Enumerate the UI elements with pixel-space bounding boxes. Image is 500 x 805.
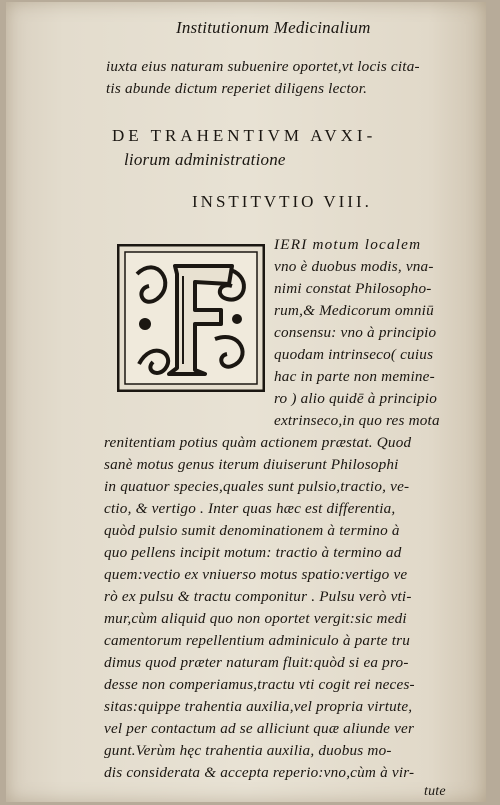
text-line: quòd pulsio sumit denominationem à termino à bbox=[104, 522, 400, 539]
book-page bbox=[6, 2, 486, 802]
text-line: hac in parte non memine- bbox=[274, 368, 435, 385]
text-line: nimi constat Philosopho- bbox=[274, 280, 432, 297]
text-line: camentorum repellentium adminiculo à parte tru bbox=[104, 632, 411, 649]
text-line: in quatuor species,quales sunt pulsio,tractio, ve- bbox=[104, 478, 410, 495]
text-line: IERI motum localem bbox=[274, 236, 422, 253]
text-line: sitas:quippe trahentia auxilia,vel propria virtute, bbox=[104, 698, 413, 715]
section-subtitle: liorum administratione bbox=[124, 150, 286, 169]
text-line: sanè motus genus iterum diuiserunt Philosophi bbox=[104, 456, 399, 473]
text-line: vel per contactum ad se alliciunt quæ aliunde ver bbox=[104, 720, 415, 737]
text-line: mur,cùm aliquid quo non oportet vergit:sic medi bbox=[104, 610, 407, 627]
text-line: extrinseco,in quo res mota bbox=[274, 412, 440, 429]
text-line: ro ) alio quidē à principio bbox=[274, 390, 438, 407]
text-line: quem:vectio ex vniuerso motus spatio:vertigo ve bbox=[104, 566, 408, 583]
text-line: desse non comperiamus,tractu vti cogit rei neces- bbox=[104, 676, 415, 693]
running-head: Institutionum Medicinalium bbox=[176, 18, 371, 37]
text-line: ctio, & vertigo . Inter quas hæc est differentia, bbox=[104, 500, 396, 517]
intro-line: iuxta eius naturam subuenire oportet,vt locis cita- bbox=[106, 58, 420, 75]
text-line: consensu: vno à principio bbox=[274, 324, 437, 341]
text-line: dimus quod præter naturam fluit:quòd si ea pro- bbox=[104, 654, 409, 671]
text-line: rò ex pulsu & tractu componitur . Pulsu verò vti- bbox=[104, 588, 412, 605]
text-line: vno è duobus modis, vna- bbox=[274, 258, 434, 275]
chapter-title: INSTITVTIO VIII. bbox=[192, 192, 372, 211]
section-title: DE TRAHENTIVM AVXI- bbox=[112, 126, 377, 145]
initial-ornament-icon bbox=[117, 244, 265, 392]
text-line: rum,& Medicorum omniū bbox=[274, 302, 434, 319]
text-line: quo pellens incipit motum: tractio à termino ad bbox=[104, 544, 402, 561]
intro-line: tis abunde dictum reperiet diligens lector. bbox=[106, 80, 368, 97]
text-line: renitentiam potius quàm actionem præstat. Quod bbox=[104, 434, 412, 451]
text-line: dis considerata & accepta reperio:vno,cùm à vir- bbox=[104, 764, 415, 781]
text-line: gunt.Verùm hęc trahentia auxilia, duobus mo- bbox=[104, 742, 392, 759]
text-line: quodam intrinseco( cuius bbox=[274, 346, 434, 363]
catchword: tute bbox=[424, 784, 446, 799]
decorated-initial-f bbox=[117, 244, 265, 392]
